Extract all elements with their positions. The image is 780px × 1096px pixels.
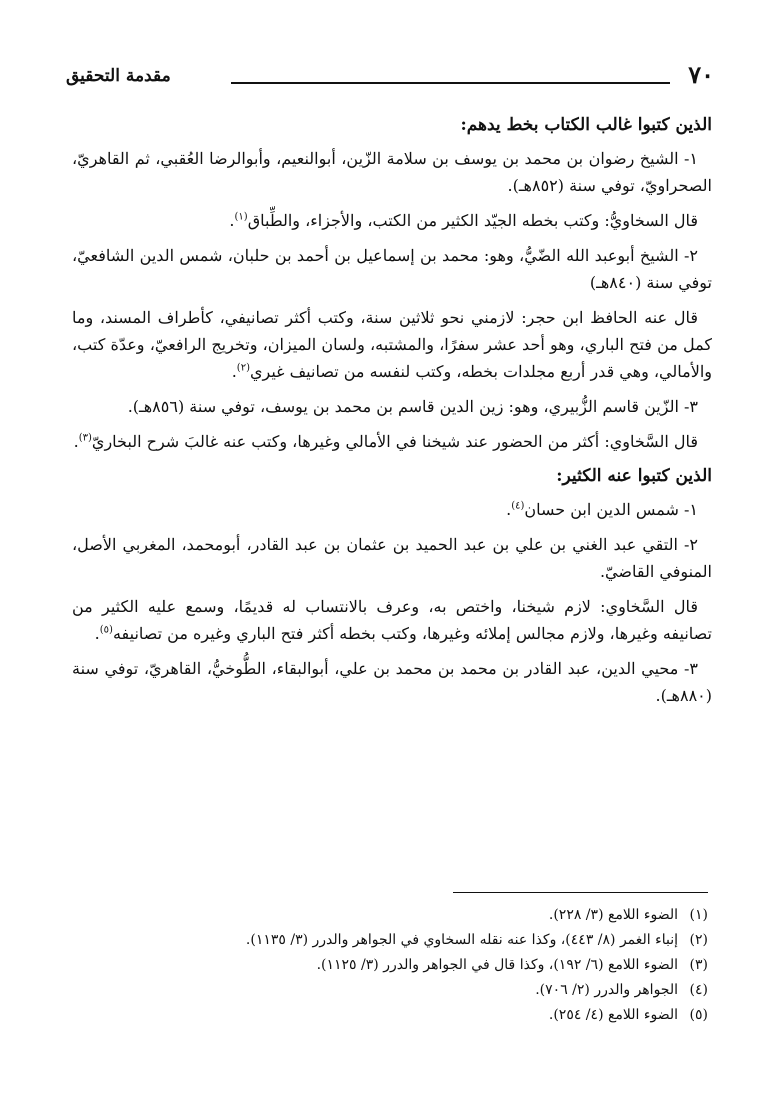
quote-3-text: قال السَّخاوي: أكثر من الحضور عند شيخنا في الأمالي وغيرها، وكتب عنه غالبَ شرح البخاريّ <box>91 432 698 451</box>
header-rule <box>231 82 670 84</box>
entry-5: ٢- التقي عبد الغني بن علي بن عبد الحميد بن عثمان بن عبد القادر، أبومحمد، المغربي الأصل، المنوفي القاضيّ. <box>72 535 712 581</box>
running-head <box>66 60 714 90</box>
entry-2: ٢- الشيخ أبوعبد الله الضّيُّ، وهو: محمد بن إسماعيل بن أحمد بن حلبان، شمس الدين الشافعيّ، توفي سنة (٨٤٠هـ) <box>72 246 712 292</box>
footnote-ref-5[interactable]: (٥) <box>99 624 113 636</box>
footnote-ref-3[interactable]: (٣) <box>78 432 92 444</box>
footnote-ref-4[interactable]: (٤) <box>511 500 525 512</box>
footnote-number: (١) <box>689 907 708 923</box>
footnote-text: الضوء اللامع (٣/ ٢٢٨). <box>548 907 678 923</box>
page-number: ٧٠ <box>688 60 714 89</box>
footnote-rule <box>453 892 708 893</box>
footnote-text: الجواهر والدرر (٢/ ٧٠٦). <box>535 982 678 998</box>
period: . <box>506 500 512 519</box>
footnote-number: (٥) <box>689 1007 708 1023</box>
footnote-number: (٢) <box>689 932 708 948</box>
period: . <box>94 624 100 643</box>
quote-3 <box>72 428 712 455</box>
quote-2-text: قال عنه الحافظ ابن حجر: لازمني نحو ثلاثين سنة، وكتب أكثر تصانيفي، كأطراف المسند، وما كمل من فتح الباري، وهو أحد عشر سفرًا، والمشتبه، ولسان الميزان، وتخريج الرافعيّ، وعدّة كتب، والأمالي، وهي قدر أربع مجلدات بخطه، وكتب لنفسه من تصانيف غيري <box>72 308 712 381</box>
quote-4 <box>72 593 712 647</box>
entry-6: ٣- محيي الدين، عبد القادر بن محمد بن محمد بن علي، أبوالبقاء، الطُّوخيُّ، القاهريّ، توفي سنة (٨٨٠هـ). <box>72 659 712 705</box>
section-title: مقدمة التحقيق <box>66 66 171 86</box>
entry-4-text: ١- شمس الدين ابن حسان <box>524 500 698 519</box>
footnote-ref-2[interactable]: (٢) <box>236 362 250 374</box>
period: . <box>73 432 79 451</box>
entry-3: ٣- الزّين قاسم الزُّبيري، وهو: زين الدين قاسم بن محمد بن يوسف، توفي سنة (٨٥٦هـ). <box>127 397 698 416</box>
footnote-number: (٤) <box>689 982 708 998</box>
entry-1: ١- الشيخ رضوان بن محمد بن يوسف بن سلامة الزّين، أبوالنعيم، وأبوالرضا العُقبي، ثم القاهريّ، الصحراويّ، توفي سنة (٨٥٢هـ). <box>72 149 712 195</box>
quote-1-text: قال السخاويُّ: وكتب بخطه الجيّد الكثير من الكتب، والأجزاء، والطِّباق <box>247 211 698 230</box>
footnote <box>72 978 708 1003</box>
footnote-text: إنباء الغمر (٨/ ٤٤٣)، وكذا عنه نقله السخاوي في الجواهر والدرر (٣/ ١١٣٥). <box>245 932 678 948</box>
footnote-text: الضوء اللامع (٦/ ١٩٢)، وكذا قال في الجواهر والدرر (٣/ ١١٢٥). <box>316 957 678 973</box>
period: . <box>229 211 235 230</box>
entry-4 <box>72 496 712 523</box>
footnote <box>72 903 708 928</box>
quote-4-text: قال السَّخاوي: لازم شيخنا، واختص به، وعرف بالانتساب له قديمًا، وسمع عليه الكثير من تصانيفه وغيرها، ولازم مجالس إملائه وغيرها، وكتب بخطه أكثر فتح الباري وغيره من تصانيفه <box>72 597 712 643</box>
quote-1 <box>72 207 712 234</box>
footnote-text: الضوء اللامع (٤/ ٢٥٤). <box>548 1007 678 1023</box>
footnote-ref-1[interactable]: (١) <box>234 211 248 223</box>
footnotes <box>72 892 708 1028</box>
footnote <box>72 1003 708 1028</box>
footnote-number: (٣) <box>689 957 708 973</box>
footnote <box>72 953 708 978</box>
main-text <box>72 112 712 717</box>
period: . <box>231 362 237 381</box>
heading-scribes: الذين كتبوا غالب الكتاب بخط يدهم: <box>460 115 712 135</box>
quote-2 <box>72 304 712 385</box>
heading-copyists: الذين كتبوا عنه الكثير: <box>556 466 712 486</box>
footnote <box>72 928 708 953</box>
